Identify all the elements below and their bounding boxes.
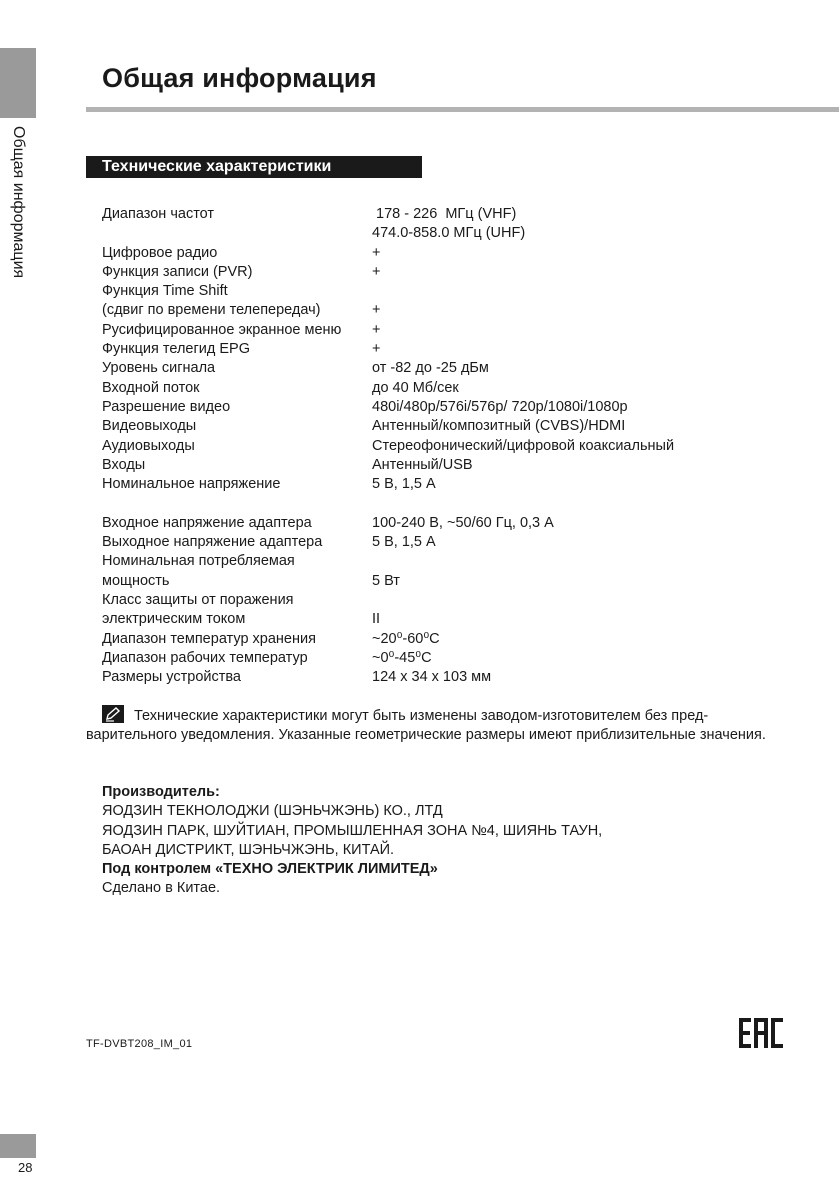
spec-label: Размеры устройства (102, 669, 241, 686)
spec-row (102, 630, 802, 649)
spec-row (102, 591, 802, 610)
spec-value: ~20⁰-60⁰С (372, 630, 440, 647)
spec-row (102, 340, 802, 359)
spec-value: + (372, 263, 381, 280)
spec-label: Русифицированное экранное меню (102, 321, 342, 338)
spec-label: Входное напряжение адаптера (102, 514, 312, 531)
spec-value: 178 - 226 МГц (VHF) (372, 206, 517, 222)
spec-value: + (372, 244, 381, 261)
spec-value: 5 Вт (372, 572, 400, 589)
spec-value: 480i/480p/576i/576p/ 720p/1080i/1080p (372, 398, 628, 415)
spec-label: Цифровое радио (102, 244, 218, 261)
spec-row (102, 244, 802, 263)
spec-row (102, 649, 802, 668)
spec-row (102, 417, 802, 436)
spec-value: 5 В, 1,5 А (372, 534, 436, 551)
page-number: 28 (18, 1160, 33, 1175)
spec-label: Диапазон частот (102, 206, 215, 222)
spec-value: 474.0-858.0 МГц (UHF) (372, 225, 526, 242)
spec-value: 100-240 В, ~50/60 Гц, 0,3 А (372, 514, 554, 531)
spec-value: до 40 Мб/сек (372, 379, 459, 396)
spec-label: Класс защиты от поражения (102, 591, 294, 608)
spec-label: Уровень сигнала (102, 360, 216, 377)
spec-row (102, 282, 802, 301)
side-tab-marker (0, 48, 36, 118)
spec-row (102, 379, 802, 398)
spec-value: Антенный/USB (372, 456, 473, 473)
specs-table (102, 205, 802, 687)
eac-mark-icon (738, 1017, 784, 1049)
side-section-label: Общая информация (10, 126, 27, 279)
spec-row (102, 552, 802, 571)
spec-row (102, 205, 802, 224)
spec-value: + (372, 321, 381, 338)
spec-value: Антенный/композитный (CVBS)/HDMI (372, 418, 626, 435)
manufacturer-name: ЯОДЗИН ТЕКНОЛОДЖИ (ШЭНЬЧЖЭНЬ) КО., ЛТД (102, 803, 443, 820)
spec-label: Диапазон рабочих температур (102, 649, 308, 666)
spec-label: Входной поток (102, 379, 200, 396)
spec-label: Входы (102, 456, 146, 473)
spec-label: Функция телегид EPG (102, 341, 250, 358)
page-title: Общая информация (102, 63, 377, 93)
manufacturer-block (102, 783, 802, 899)
spec-value: + (372, 341, 381, 358)
manufacturer-address-2: БАОАН ДИСТРИКТ, ШЭНЬЧЖЭНЬ, КИТАЙ. (102, 841, 395, 858)
note-paragraph (86, 705, 786, 746)
spec-label: электрическим током (102, 611, 246, 628)
document-code: TF-DVBT208_IM_01 (86, 1038, 193, 1050)
spec-label: Номинальное напряжение (102, 476, 281, 493)
spec-label: Аудиовыходы (102, 437, 195, 454)
spec-row (102, 533, 802, 552)
spec-value: от -82 до -25 дБм (372, 360, 489, 377)
spec-value: 5 В, 1,5 А (372, 476, 436, 493)
spec-row (102, 610, 802, 629)
pencil-note-icon (102, 705, 124, 723)
title-divider (86, 107, 839, 112)
control-line: Под контролем «ТЕХНО ЭЛЕКТРИК ЛИМИТЕД» (102, 861, 438, 878)
spec-row (102, 321, 802, 340)
note-text: Технические характеристики могут быть изменены заводом-изготовителем без пред-варительного уведомления. Указанные геометрические размеры имеют приблизительные значения. (86, 708, 766, 744)
spec-row (102, 301, 802, 320)
manufacturer-heading: Производитель: (102, 784, 220, 800)
spec-row (102, 437, 802, 456)
spec-value: ~0⁰-45⁰С (372, 649, 432, 666)
spec-label: Разрешение видео (102, 398, 231, 415)
spec-row (102, 263, 802, 282)
spec-label: Выходное напряжение адаптера (102, 534, 323, 551)
section-heading: Технические характеристики (86, 156, 422, 178)
spec-label: мощность (102, 572, 170, 589)
spec-row (102, 224, 802, 243)
spec-row (102, 398, 802, 417)
spec-row (102, 572, 802, 591)
spec-row (102, 359, 802, 378)
spec-row (102, 494, 802, 513)
spec-row (102, 475, 802, 494)
spec-row (102, 456, 802, 475)
spec-value: 124 х 34 х 103 мм (372, 669, 492, 686)
spec-label: Видеовыходы (102, 418, 197, 435)
spec-value: Стереофонический/цифровой коаксиальный (372, 437, 675, 454)
spec-label: Номинальная потребляемая (102, 553, 295, 570)
spec-label (102, 224, 372, 243)
spec-row (102, 668, 802, 687)
manufacturer-address-1: ЯОДЗИН ПАРК, ШУЙТИАН, ПРОМЫШЛЕННАЯ ЗОНА №4, ШИЯНЬ ТАУН, (102, 822, 603, 839)
spec-label: (сдвиг по времени телепередач) (102, 302, 321, 319)
made-in-line: Сделано в Китае. (102, 880, 221, 897)
spec-row (102, 514, 802, 533)
page-number-tab (0, 1134, 36, 1158)
spec-label: Функция Time Shift (102, 283, 228, 300)
spec-value: II (372, 611, 381, 628)
spec-label: Диапазон температур хранения (102, 630, 316, 647)
spec-value: + (372, 302, 381, 319)
spec-label: Функция записи (PVR) (102, 263, 253, 280)
